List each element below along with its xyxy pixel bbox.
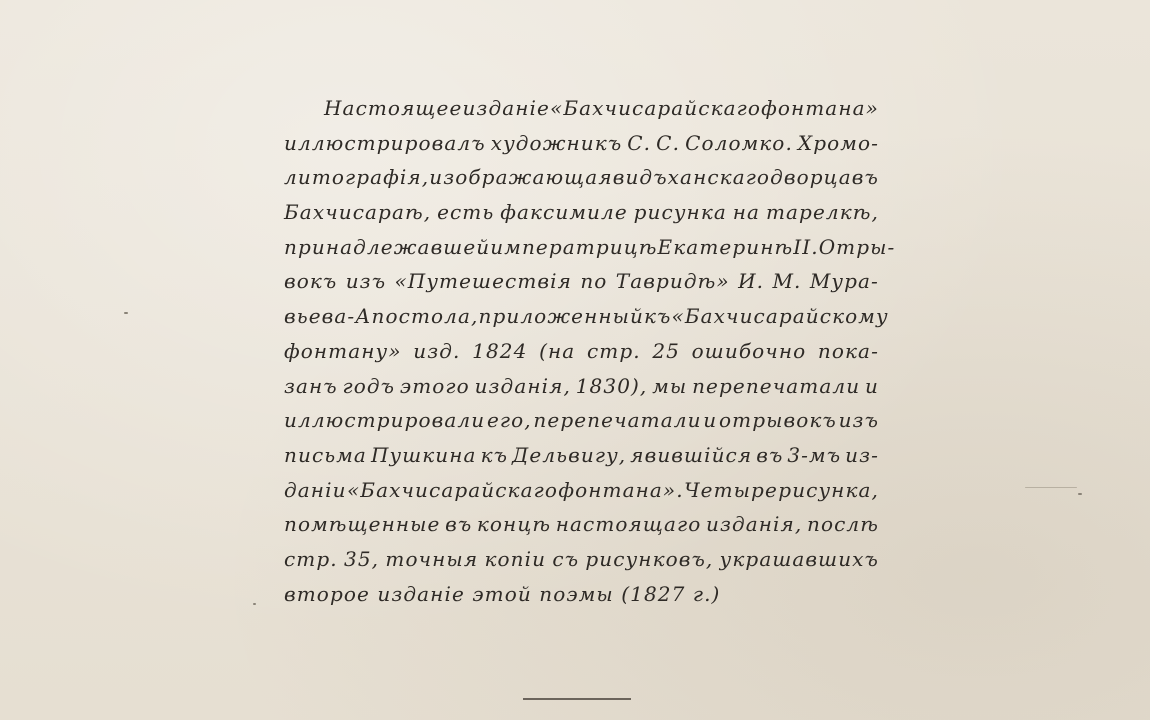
- text-line: письма Пушкина къ Дельвигу, явившійся въ 3-мъ из-: [284, 442, 879, 467]
- text-line: стр. 35, точныя копіи съ рисунковъ, украшавшихъ: [284, 546, 879, 571]
- text-line: вокъ изъ «Путешествія по Тавридѣ» И. М. Мура-: [284, 269, 879, 294]
- paper-speck: [1025, 487, 1077, 488]
- paper-speck: [124, 312, 128, 314]
- text-line: иллюстрировалъ художникъ С. С. Соломко. Хромо-: [284, 130, 879, 155]
- text-line: принадлежавшей императрицѣ Екатеринѣ II. Отры-: [284, 234, 896, 259]
- text-line: Настоящее изданіе «Бахчисарайскаго фонтана»: [324, 96, 879, 120]
- text-line: Бахчисараѣ, есть факсимиле рисунка на тарелкѣ,: [284, 200, 879, 225]
- text-line: занъ годъ этого изданія, 1830), мы перепечатали и: [284, 373, 879, 398]
- text-line: иллюстрировали его, перепечатали и отрывокъ изъ: [284, 408, 879, 433]
- paper-speck: [253, 603, 256, 605]
- text-line: помѣщенные въ концѣ настоящаго изданія, послѣ: [284, 512, 879, 537]
- text-line: литографія, изображающая видъ ханскаго дворца въ: [284, 165, 879, 190]
- paper-speck: [1078, 493, 1082, 495]
- text-line: фонтану» изд. 1824 (на стр. 25 ошибочно пока-: [284, 338, 879, 363]
- ornamental-rule: [523, 698, 631, 700]
- text-line: даніи «Бахчисарайскаго фонтана». Четыре рисунка,: [284, 477, 879, 502]
- text-line: второе изданіе этой поэмы (1827 г.): [284, 581, 721, 606]
- text-line: вьева-Апостола, приложенный къ «Бахчисарайскому: [284, 304, 889, 329]
- paragraph: [284, 91, 896, 611]
